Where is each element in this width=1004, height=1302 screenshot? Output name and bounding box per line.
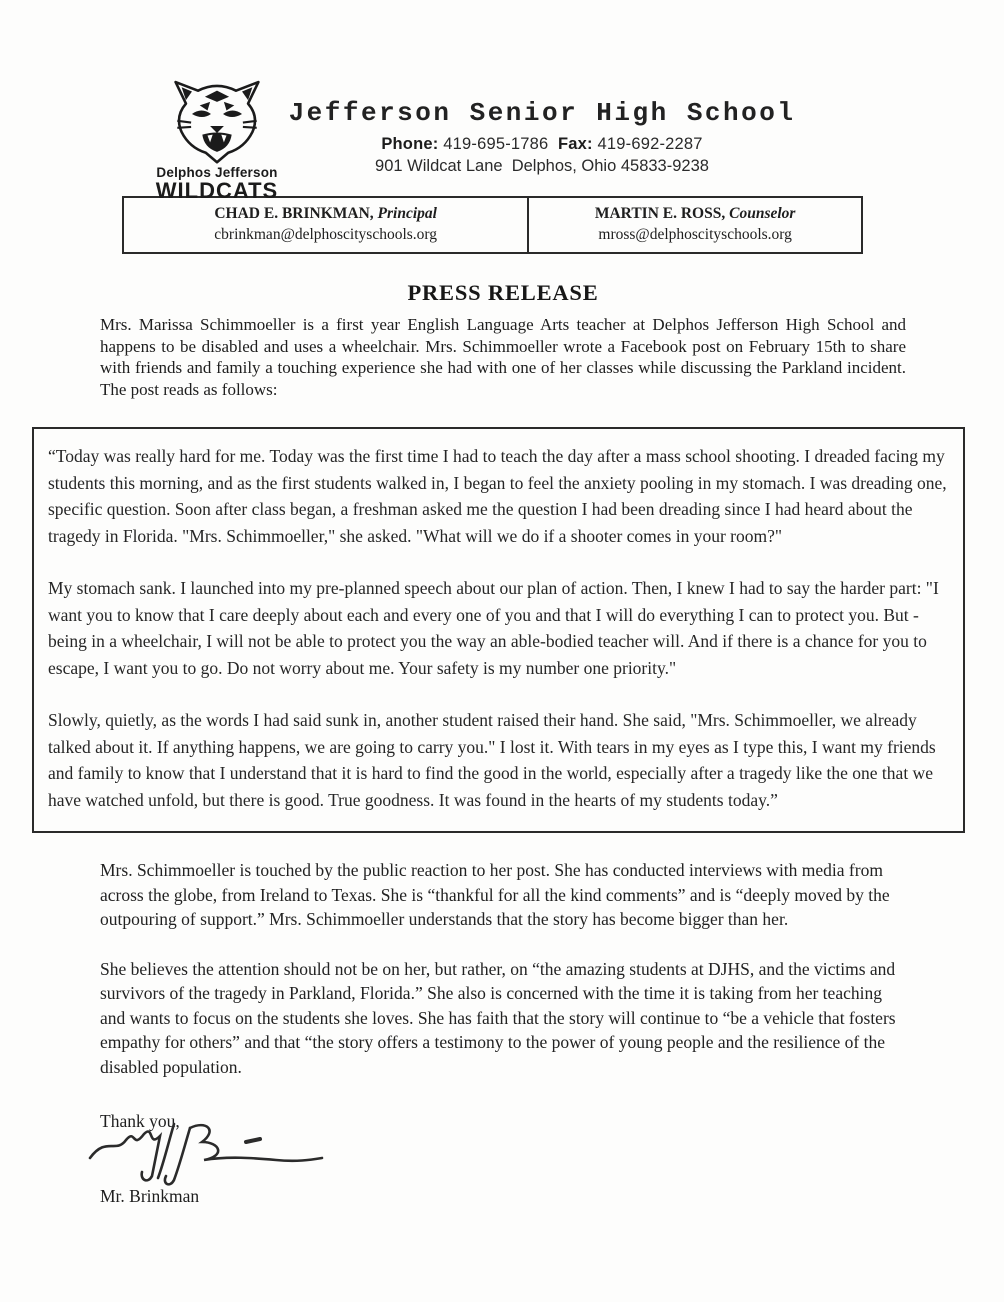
school-address: 901 Wildcat Lane Delphos, Ohio 45833-9238: [375, 157, 709, 175]
quote-paragraph-3: Slowly, quietly, as the words I had said sunk in, another student raised their hand. She said, "Mrs. Schimmoeller, we already talked about it. If anything happens, we are going to carry you." I lost it. With tears in my eyes as I type this, I want my friends and family to know that I understand that it is hard to find the good in the world, especially after a tragedy like the one that we have watched unfold, but there is good. True goodness. It was found in the hearts of my students today.”: [48, 710, 936, 810]
counselor-email: mross@delphoscityschools.org: [598, 226, 792, 243]
wildcat-head-icon: [165, 76, 269, 164]
principal-email: cbrinkman@delphoscityschools.org: [214, 226, 438, 243]
contact-counselor: [529, 198, 861, 252]
press-release-heading: PRESS RELEASE: [407, 280, 599, 305]
body-paragraph-2: She believes the attention should not be on her, but rather, on “the amazing students at DJHS, and the victims and survivors of the tragedy in Parkland, Florida.” She also is concerned with the time it is taking from her teaching and wants to focus on the students she loves. She has faith that the story will continue to “be a vehicle that fosters empathy for others” and that “the story offers a testimony to the power of young people and the resilience of the disabled population.: [100, 958, 896, 1077]
principal-title: Principal: [377, 205, 437, 223]
facebook-post-quote-box: [32, 427, 965, 833]
school-logo: [150, 76, 284, 202]
phone-label: Phone:: [381, 135, 439, 153]
intro-paragraph: Mrs. Marissa Schimmoeller is a first year English Language Arts teacher at Delphos Jefferson High School and happens to be disabled and uses a wheelchair. Mrs. Schimmoeller wrote a Facebook post on February 15th to share with friends and family a touching experience she had with one of her classes while discussing the Parkland incident. The post reads as follows:: [100, 315, 906, 399]
quote-paragraph-2: My stomach sank. I launched into my pre-planned speech about our plan of action. Then, I knew I had to say the harder part: "I want you to know that I care deeply about each and every one of you and that I will do everything I can to protect you. But - being in a wheelchair, I will not be able to protect you the way an able-bodied teacher will. And if there is a chance for you to escape, I want you to go. Do not worry about me. Your safety is my number one priority.": [48, 578, 939, 678]
school-name: Jefferson Senior High School: [288, 98, 796, 128]
signer-name: Mr. Brinkman: [100, 1186, 200, 1206]
closing-line: Thank you,: [100, 1111, 180, 1131]
logo-mascot-text: WILDCATS: [155, 178, 279, 203]
letterhead-title-block: [278, 98, 806, 176]
contact-table: [122, 196, 863, 254]
phone-fax-line: [278, 135, 806, 154]
letterhead: [0, 0, 1004, 203]
phone-number: 419-695-1786: [443, 135, 549, 153]
fax-label: Fax:: [557, 135, 593, 153]
counselor-title: Counselor: [729, 205, 796, 223]
principal-name: CHAD E. BRINKMAN,: [214, 205, 374, 223]
logo-city-text: Delphos Jefferson: [156, 165, 278, 180]
counselor-name: MARTIN E. ROSS,: [594, 205, 726, 223]
quote-paragraph-1: “Today was really hard for me. Today was the first time I had to teach the day after a mass school shooting. I dreaded facing my students this morning, and as the first students walked in, I began to feel the anxiety pooling in my stomach. I was dreading one, specific question. Soon after class began, a freshman asked me the question I had been dreading since I had heard about the tragedy in Florida. "Mrs. Schimmoeller," she asked. "What will we do if a shooter comes in your room?": [48, 446, 947, 546]
body-paragraph-1: Mrs. Schimmoeller is touched by the public reaction to her post. She has conducted interviews with media from across the globe, from Ireland to Texas. She is “thankful for all the kind comments” and is “deeply moved by the outpouring of support.” Mrs. Schimmoeller understands that the story has become bigger than her.: [100, 860, 890, 929]
contact-principal: [124, 198, 529, 252]
fax-number: 419-692-2287: [597, 135, 703, 153]
